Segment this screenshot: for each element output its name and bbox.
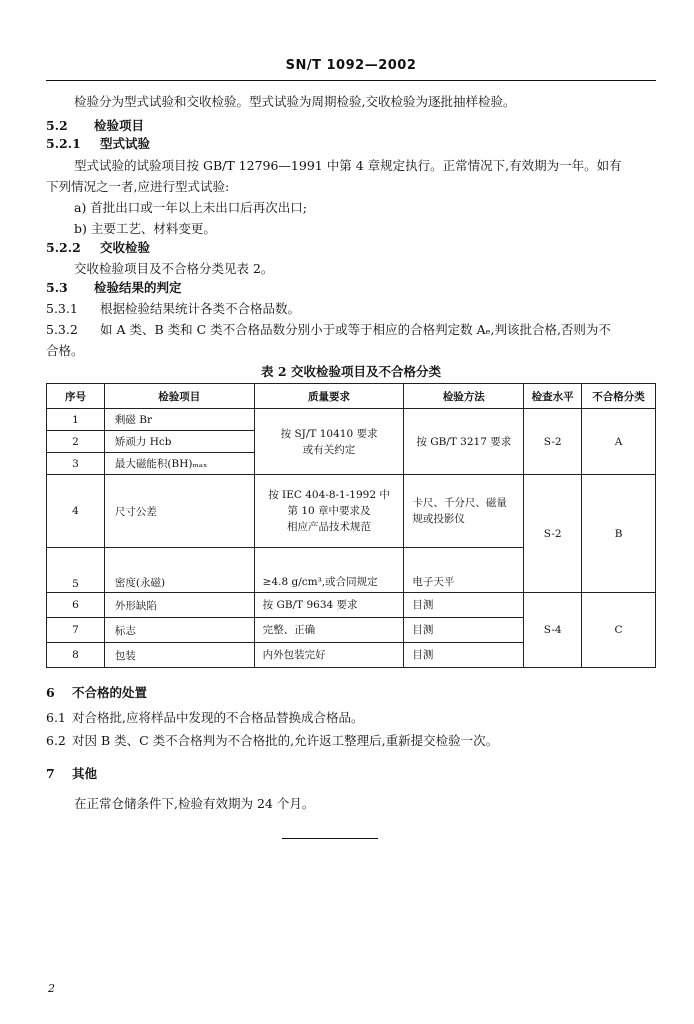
row-number: 7 [47, 618, 105, 643]
inspection-method [404, 475, 524, 548]
intro-paragraph: 检验分为型式试验和交收检验。型式试验为周期检验,交收检验为逐批抽样检验。 [74, 94, 516, 109]
requirement-line: 或有关约定 [302, 443, 356, 456]
requirement-line: 相应产品技术规范 [287, 521, 372, 533]
table-row [47, 409, 656, 431]
quality-requirement: 按 GB/T 9634 要求 [254, 593, 404, 618]
column-header: 检查水平 [524, 384, 582, 409]
requirement-line: 按 IEC 404-8-1-1992 中 [268, 489, 390, 501]
section-number: 6.1 [46, 710, 66, 725]
section-title: 检验项目 [94, 118, 145, 133]
inspection-item: 标志 [104, 618, 254, 643]
quality-requirement: 完整、正确 [254, 618, 404, 643]
method-line: 卡尺、千分尺、磁量 [412, 497, 507, 509]
inspection-method: 目测 [404, 618, 524, 643]
section-number: 6 [46, 685, 55, 700]
header-rule [46, 80, 656, 81]
inspection-level: S-4 [524, 593, 582, 668]
method-line: 规或投影仪 [412, 513, 465, 525]
section-number: 5.2 [46, 118, 68, 133]
quality-requirement: 内外包装完好 [254, 643, 404, 668]
row-number: 6 [47, 593, 105, 618]
inspection-method: 目测 [404, 643, 524, 668]
section-text: 对合格批,应将样品中发现的不合格品替换成合格品。 [72, 710, 364, 725]
inspection-item: 最大磁能积(BH)ₘₐₓ [104, 453, 254, 475]
nonconformity-class: B [582, 475, 656, 593]
s532-paragraph-line2: 合格。 [46, 343, 84, 358]
section-7-paragraph: 在正常仓储条件下,检验有效期为 24 个月。 [74, 796, 315, 811]
section-number: 5.2.2 [46, 240, 81, 255]
requirement-line: 第 10 章中要求及 [287, 505, 371, 517]
section-5-2-2 [46, 240, 150, 256]
section-number: 5.3.2 [46, 322, 78, 337]
s521-item-a: a) 首批出口或一年以上未出口后再次出口; [74, 200, 308, 215]
inspection-item: 外形缺陷 [104, 593, 254, 618]
inspection-method: 目测 [404, 593, 524, 618]
column-header: 检验项目 [104, 384, 254, 409]
section-6-1 [46, 710, 363, 726]
column-header: 不合格分类 [582, 384, 656, 409]
row-number: 4 [47, 475, 105, 548]
inspection-item: 尺寸公差 [104, 475, 254, 548]
section-number: 5.3.1 [46, 301, 78, 316]
requirement-line: 按 SJ/T 10410 要求 [280, 427, 378, 440]
quality-requirement: ≥4.8 g/cm³,或合同规定 [254, 548, 404, 593]
section-title: 检验结果的判定 [94, 280, 182, 295]
section-number: 5.2.1 [46, 136, 81, 151]
s521-paragraph-line1: 型式试验的试验项目按 GB/T 12796—1991 中第 4 章规定执行。正常情况下,有效期为一年。如有 [74, 158, 622, 173]
inspection-item: 密度(永磁) [104, 548, 254, 593]
table-row [47, 593, 656, 618]
section-number: 5.3 [46, 280, 68, 295]
section-6 [46, 685, 147, 701]
column-header: 序号 [47, 384, 105, 409]
section-number: 6.2 [46, 733, 66, 748]
quality-requirement [254, 475, 404, 548]
row-number: 1 [47, 409, 105, 431]
table-header-row [47, 384, 656, 409]
inspection-item: 剩磁 Br [104, 409, 254, 431]
section-title: 交收检验 [100, 240, 151, 255]
inspection-method: 按 GB/T 3217 要求 [404, 409, 524, 475]
s522-paragraph: 交收检验项目及不合格分类见表 2。 [74, 261, 274, 276]
section-7 [46, 766, 97, 782]
section-6-2 [46, 733, 498, 749]
section-text: 对因 B 类、C 类不合格判为不合格批的,允许返工整理后,重新提交检验一次。 [72, 733, 499, 748]
s521-paragraph-line2: 下列情况之一者,应进行型式试验: [46, 179, 230, 194]
row-number: 5 [47, 548, 105, 593]
inspection-item: 包装 [104, 643, 254, 668]
table-row [47, 475, 656, 548]
s521-item-b: b) 主要工艺、材料变更。 [74, 221, 216, 236]
section-number: 7 [46, 766, 55, 781]
inspection-items-table [46, 383, 656, 668]
inspection-method: 电子天平 [404, 548, 524, 593]
quality-requirement [254, 409, 404, 475]
row-number: 8 [47, 643, 105, 668]
table-2-title: 表 2 交收检验项目及不合格分类 [261, 364, 441, 379]
page-header-standard-code: SN/T 1092—2002 [285, 58, 417, 73]
section-5-3-2 [46, 322, 611, 338]
nonconformity-class: A [582, 409, 656, 475]
section-title: 不合格的处置 [72, 685, 148, 700]
inspection-level: S-2 [524, 409, 582, 475]
nonconformity-class: C [582, 593, 656, 668]
section-5-3-1 [46, 301, 300, 317]
end-of-document-rule [282, 838, 378, 839]
section-text: 如 A 类、B 类和 C 类不合格品数分别小于或等于相应的合格判定数 Aₑ,判该批合格,否则为不 [100, 322, 611, 337]
section-title: 其他 [72, 766, 98, 781]
column-header: 检验方法 [404, 384, 524, 409]
section-5-2 [46, 118, 144, 134]
page-number: 2 [48, 982, 55, 995]
column-header: 质量要求 [254, 384, 404, 409]
inspection-item: 矫顽力 Hcb [104, 431, 254, 453]
section-title: 型式试验 [100, 136, 151, 151]
section-5-3 [46, 280, 182, 296]
row-number: 3 [47, 453, 105, 475]
section-5-2-1 [46, 136, 150, 152]
row-number: 2 [47, 431, 105, 453]
section-text: 根据检验结果统计各类不合格品数。 [100, 301, 301, 316]
inspection-level: S-2 [524, 475, 582, 593]
